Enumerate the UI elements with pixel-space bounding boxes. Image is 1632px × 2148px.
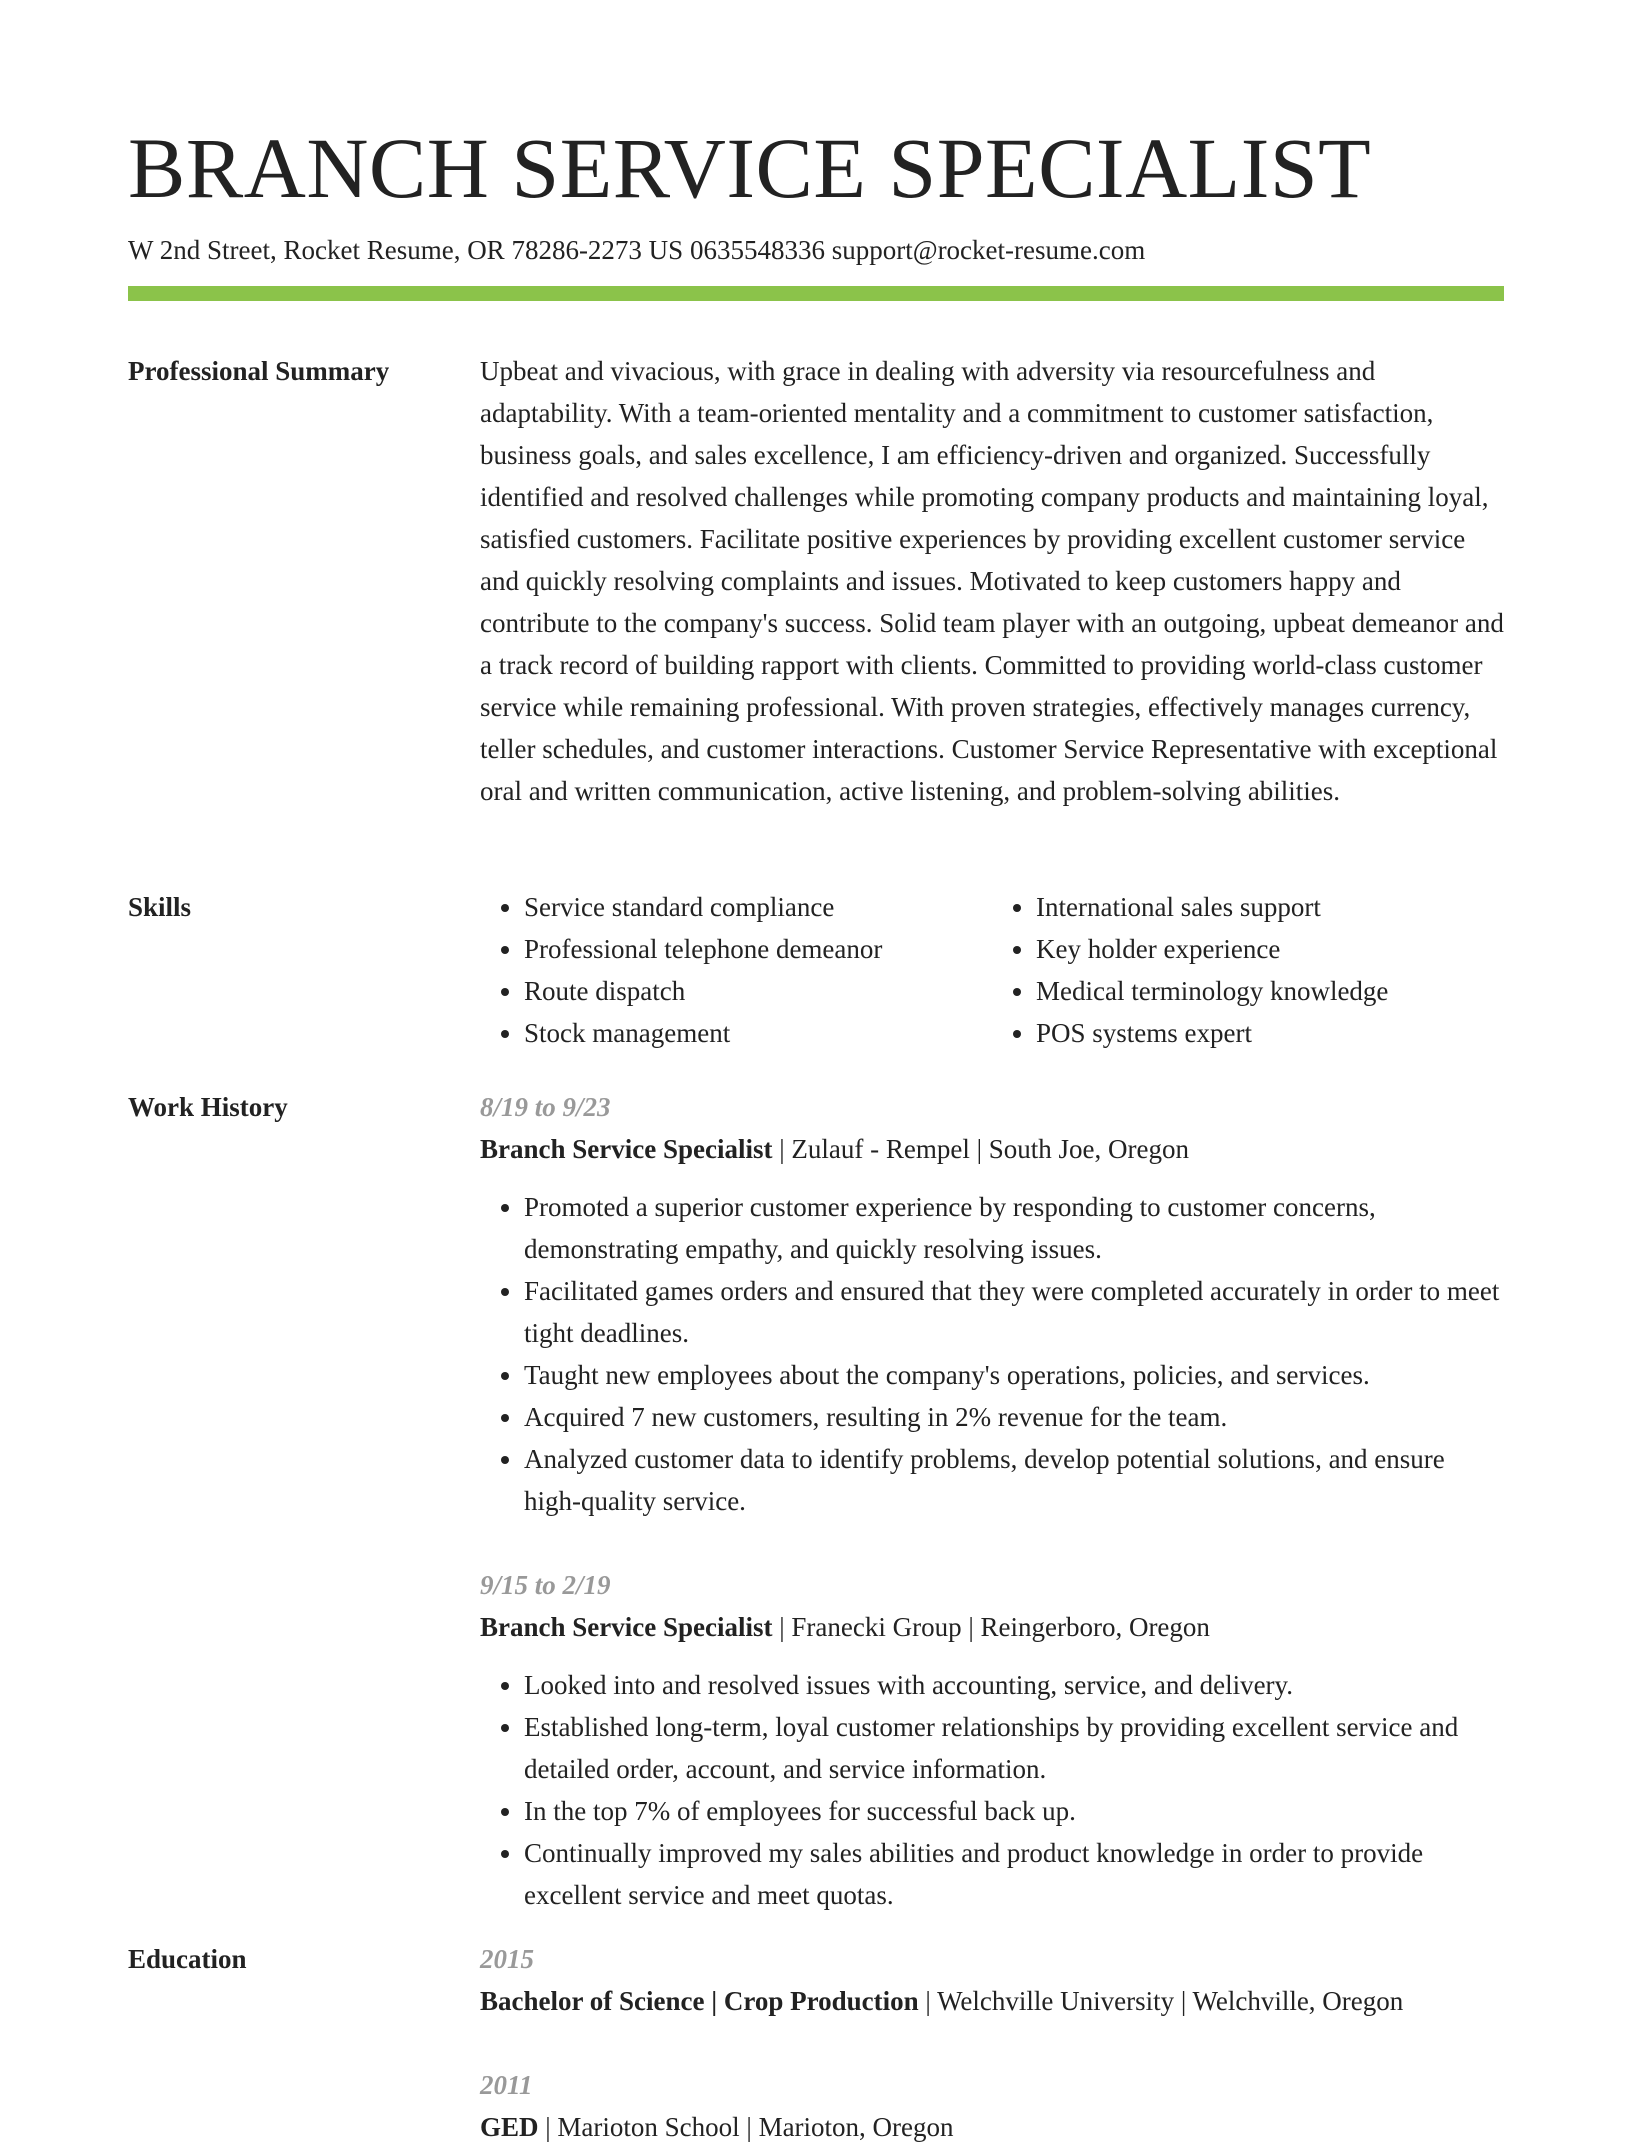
education-details: | Marioton School | Marioton, Oregon	[538, 2112, 954, 2142]
job-bullets	[480, 1664, 1504, 1916]
job-bullet: • In the top 7% of employees for successful back up.	[524, 1790, 1504, 1832]
job-date: 8/19 to 9/23	[480, 1092, 611, 1122]
summary-text: Upbeat and vivacious, with grace in dealing with adversity via resourcefulness and adaptability. With a team-oriented mentality and a commitment to customer satisfaction, business goals, and sales excellence, I am efficiency-driven and organized. Successfully identified and resolved challenges while promoting company products and maintaining loyal, satisfied customers. Facilitate positive experiences by providing excellent customer service and quickly resolving complaints and issues. Motivated to keep customers happy and contribute to the company's success. Solid team player with an outgoing, upbeat demeanor and a track record of building rapport with clients. Committed to providing world-class customer service while remaining professional. With proven strategies, effectively manages currency, teller schedules, and customer interactions. Customer Service Representative with exceptional oral and written communication, active listening, and problem-solving abilities.	[480, 356, 1504, 806]
job-bullets	[480, 1186, 1504, 1522]
skill-item: • International sales support	[1036, 886, 1504, 928]
education-date: 2011	[480, 2070, 533, 2100]
skill-item: • Key holder experience	[1036, 928, 1504, 970]
job-bullet: • Promoted a superior customer experience by responding to customer concerns, demonstrating empathy, and quickly resolving issues.	[524, 1186, 1504, 1270]
job-bullet: • Looked into and resolved issues with accounting, service, and delivery.	[524, 1664, 1504, 1706]
job-title-line	[480, 1606, 1504, 1648]
skill-item: • Stock management	[524, 1012, 992, 1054]
education-title-line	[480, 1980, 1504, 2022]
skills-list-left	[480, 886, 992, 1054]
education-body	[480, 1938, 1504, 2148]
education-label: Education	[128, 1944, 247, 1974]
contact-email: support@rocket-resume.com	[831, 235, 1146, 265]
skill-item: • Medical terminology knowledge	[1036, 970, 1504, 1012]
education-title-line	[480, 2106, 1504, 2148]
skills-label: Skills	[128, 892, 192, 922]
job-bullet: • Analyzed customer data to identify problems, develop potential solutions, and ensure high-quality service.	[524, 1438, 1504, 1522]
job-title: Branch Service Specialist	[480, 1612, 773, 1642]
work-label: Work History	[128, 1092, 288, 1122]
job-date: 9/15 to 2/19	[480, 1570, 611, 1600]
education-entry	[480, 2064, 1504, 2148]
contact-phone: 0635548336	[689, 235, 825, 265]
education-date: 2015	[480, 1944, 534, 1974]
skills-list-right	[992, 886, 1504, 1054]
skill-item: • Route dispatch	[524, 970, 992, 1012]
work-body	[480, 1086, 1504, 1916]
skills-body	[480, 886, 1504, 1054]
job-bullet: • Established long-term, loyal customer relationships by providing excellent service and detailed order, account, and service information.	[524, 1706, 1504, 1790]
job-bullet: • Taught new employees about the company's operations, policies, and services.	[524, 1354, 1504, 1396]
education-details: | Welchville University | Welchville, Oregon	[918, 1986, 1404, 2016]
job-bullet: • Continually improved my sales abilities and product knowledge in order to provide excellent service and meet quotas.	[524, 1832, 1504, 1916]
header-divider	[128, 286, 1504, 301]
education-degree: GED	[480, 2112, 539, 2142]
job-entry	[480, 1086, 1504, 1522]
contact-address: W 2nd Street, Rocket Resume, OR 78286-2273 US	[128, 235, 684, 265]
skill-item: • POS systems expert	[1036, 1012, 1504, 1054]
education-entry	[480, 1938, 1504, 2022]
summary-label: Professional Summary	[128, 356, 390, 386]
contact-line	[128, 230, 1145, 270]
job-details: | Zulauf - Rempel | South Joe, Oregon	[772, 1134, 1189, 1164]
skills-columns	[480, 886, 1504, 1054]
education-degree: Bachelor of Science | Crop Production	[480, 1986, 919, 2016]
job-title-line	[480, 1128, 1504, 1170]
job-details: | Franecki Group | Reingerboro, Oregon	[772, 1612, 1210, 1642]
skill-item: • Service standard compliance	[524, 886, 992, 928]
job-bullet: • Facilitated games orders and ensured that they were completed accurately in order to meet tight deadlines.	[524, 1270, 1504, 1354]
job-entry	[480, 1564, 1504, 1916]
job-title: Branch Service Specialist	[480, 1134, 773, 1164]
summary-body	[480, 350, 1504, 812]
job-bullet: • Acquired 7 new customers, resulting in 2% revenue for the team.	[524, 1396, 1504, 1438]
skill-item: • Professional telephone demeanor	[524, 928, 992, 970]
resume-title: BRANCH SERVICE SPECIALIST	[128, 120, 1372, 216]
